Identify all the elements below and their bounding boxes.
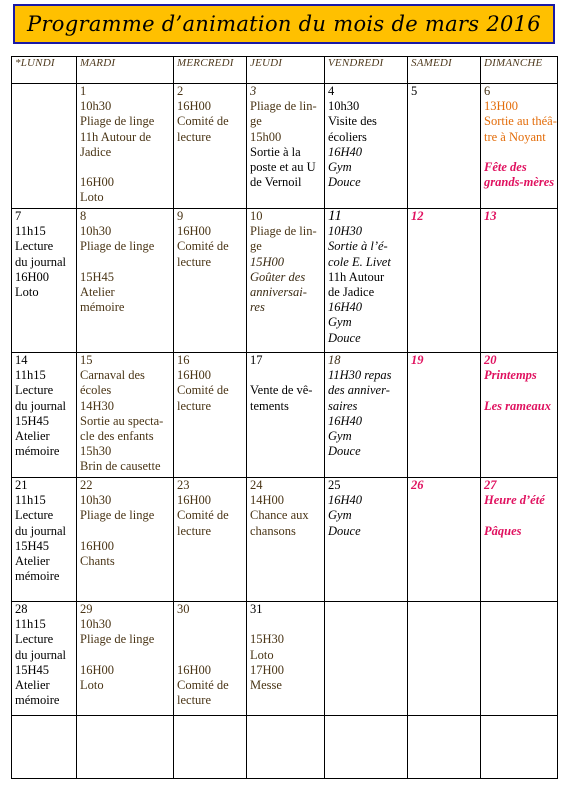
event-line: 16H00: [177, 224, 212, 239]
spacer: [80, 160, 171, 175]
event-line: 16H00: [80, 538, 115, 553]
event-line: 17H00: [250, 662, 285, 677]
event-line: 16H00: [177, 493, 212, 508]
event-line: mémoire: [15, 569, 60, 584]
spacer: [177, 632, 244, 647]
event-line: poste et au U: [250, 160, 316, 175]
event-line: mémoire: [15, 693, 60, 708]
spacer: [80, 524, 171, 539]
event-line: tements: [250, 398, 289, 413]
day-number: 26: [411, 478, 424, 492]
event-line: Vente de vê-: [250, 383, 313, 398]
day-number: 4: [328, 84, 335, 98]
event-line: Lecture: [15, 383, 54, 398]
spacer: [484, 508, 555, 523]
event-line: 14H30: [80, 398, 115, 413]
title-banner: [13, 4, 555, 44]
day-number: 6: [484, 84, 491, 98]
day-cell: [325, 84, 408, 209]
week-row: [12, 716, 558, 779]
day-cell: [325, 209, 408, 353]
day-cell: [247, 716, 325, 779]
event-line: 16H00: [80, 175, 115, 190]
event-line: Douce: [328, 523, 361, 538]
day-number: 7: [15, 209, 22, 223]
spacer: [484, 145, 555, 160]
day-number: 18: [328, 353, 341, 367]
day-number: 28: [15, 602, 28, 616]
event-line: du journal: [15, 647, 67, 662]
day-number: 3: [250, 84, 257, 98]
event-line: 15h00: [250, 129, 282, 144]
event-line: 15H30: [250, 632, 285, 647]
day-header: SAMEDI: [408, 57, 481, 84]
event-line: Pliage de linge: [80, 239, 155, 254]
event-line: res: [250, 300, 265, 315]
event-line: Atelier: [15, 678, 50, 693]
event-line: lecture: [177, 523, 212, 538]
event-line: Loto: [80, 190, 104, 205]
event-line: 15H45: [15, 538, 50, 553]
day-number: 13: [484, 209, 497, 223]
event-line: tre à Noyant: [484, 129, 546, 144]
event-line: 11h Autour de: [80, 129, 152, 144]
calendar-table: [11, 56, 558, 779]
day-cell: [174, 209, 247, 353]
event-line: Gym: [328, 508, 352, 523]
event-line: écoliers: [328, 129, 367, 144]
event-line: du journal: [15, 254, 67, 269]
day-header: DIMANCHE: [481, 57, 558, 84]
day-cell: [247, 602, 325, 716]
event-line: 11H30 repas: [328, 368, 392, 383]
event-line: 11h15: [15, 368, 46, 383]
event-line: 15H45: [80, 269, 115, 284]
day-cell: [481, 353, 558, 478]
day-cell: [325, 478, 408, 602]
day-cell: [12, 478, 77, 602]
event-line: Atelier: [15, 554, 50, 569]
event-line: lecture: [177, 398, 212, 413]
day-header: VENDREDI: [325, 57, 408, 84]
event-line: Pliage de lin-: [250, 224, 317, 239]
event-line: Douce: [328, 330, 361, 345]
spacer: [250, 368, 322, 383]
event-line: du journal: [15, 523, 67, 538]
day-number: 5: [411, 84, 418, 98]
event-line: Messe: [250, 678, 282, 692]
event-line: Visite des: [328, 114, 377, 129]
event-line: 16H40: [328, 300, 363, 315]
day-cell: [174, 353, 247, 478]
event-line: Chance aux: [250, 508, 309, 523]
event-line: lecture: [177, 129, 212, 144]
day-cell: [77, 602, 174, 716]
event-line: Fête des: [484, 160, 527, 174]
event-line: Sortie à la: [250, 144, 301, 159]
event-line: 10h30: [80, 493, 112, 508]
spacer: [484, 383, 555, 398]
day-header: *LUNDI: [12, 57, 77, 84]
event-line: Pliage de linge: [80, 632, 155, 647]
day-cell: [408, 602, 481, 716]
day-cell: [77, 353, 174, 478]
day-header: MERCREDI: [174, 57, 247, 84]
event-line: Chants: [80, 554, 115, 568]
event-line: mémoire: [15, 444, 60, 459]
event-line: 16H40: [328, 144, 363, 159]
event-line: Comité de: [177, 114, 229, 129]
day-cell: [77, 716, 174, 779]
event-line: Pliage de linge: [80, 114, 155, 129]
day-number: 8: [80, 209, 87, 223]
event-line: Gym: [328, 315, 352, 330]
spacer: [80, 255, 171, 270]
event-line: 15h30: [80, 444, 112, 459]
event-line: 16H00: [177, 99, 212, 114]
week-row: [12, 84, 558, 209]
day-cell: [481, 716, 558, 779]
event-line: cole E. Livet: [328, 254, 391, 269]
event-line: Lecture: [15, 632, 54, 647]
day-number: 12: [411, 209, 424, 223]
event-line: Douce: [328, 444, 361, 459]
event-line: Pâques: [484, 523, 522, 538]
page-title: Programme d’animation du mois de mars 2016: [27, 12, 541, 36]
event-line: 10H30: [328, 224, 363, 239]
event-line: saires: [328, 398, 358, 413]
event-line: 11h15: [15, 617, 46, 632]
week-row: [12, 353, 558, 478]
week-row: [12, 478, 558, 602]
day-number: 31: [250, 602, 263, 616]
day-cell: [325, 716, 408, 779]
day-number: 15: [80, 353, 93, 367]
day-cell: [12, 602, 77, 716]
day-number: 10: [250, 209, 263, 223]
day-number: 29: [80, 602, 93, 616]
event-line: ge: [250, 239, 262, 254]
day-cell: [481, 209, 558, 353]
day-cell: [12, 209, 77, 353]
event-line: grands-mères: [484, 175, 555, 190]
event-line: Printemps: [484, 368, 537, 383]
event-line: du journal: [15, 398, 67, 413]
spacer: [177, 648, 244, 663]
event-line: 15H00: [250, 254, 285, 269]
day-cell: [408, 478, 481, 602]
day-cell: [247, 84, 325, 209]
day-cell: [481, 602, 558, 716]
day-number: 2: [177, 84, 184, 98]
day-number: 23: [177, 478, 190, 492]
event-line: Lecture: [15, 508, 54, 523]
day-cell: [325, 602, 408, 716]
event-line: 10h30: [328, 99, 360, 114]
event-line: Loto: [250, 647, 274, 662]
day-number: 11: [328, 208, 342, 224]
day-number: 17: [250, 353, 263, 367]
event-line: Loto: [80, 678, 104, 692]
event-line: 16H00: [80, 662, 115, 677]
day-number: 30: [177, 602, 190, 616]
day-cell: [174, 84, 247, 209]
event-line: Les rameaux: [484, 398, 552, 413]
event-line: Sortie au specta-: [80, 413, 164, 428]
day-cell: [174, 478, 247, 602]
event-line: 16H40: [328, 493, 363, 508]
day-cell: [481, 478, 558, 602]
event-line: chansons: [250, 523, 296, 538]
day-cell: [247, 353, 325, 478]
day-number: 1: [80, 84, 87, 98]
day-cell: [174, 716, 247, 779]
day-cell: [174, 602, 247, 716]
event-line: 14H00: [250, 493, 285, 508]
event-line: Brin de causette: [80, 459, 161, 474]
day-number: 22: [80, 478, 93, 492]
event-line: Comité de: [177, 677, 229, 692]
event-line: Pliage de lin-: [250, 99, 317, 114]
event-line: de Vernoil: [250, 175, 302, 190]
event-line: Heure d’été: [484, 493, 545, 508]
event-line: ge: [250, 114, 262, 129]
event-line: 16H00: [15, 269, 50, 284]
event-line: Goûter des: [250, 269, 306, 284]
event-line: Lecture: [15, 239, 54, 254]
event-line: Atelier: [80, 285, 115, 299]
day-cell: [408, 84, 481, 209]
day-number: 20: [484, 353, 497, 367]
event-line: Gym: [328, 160, 352, 175]
day-number: 19: [411, 353, 424, 367]
event-line: 11h15: [15, 493, 46, 508]
spacer: [177, 617, 244, 632]
event-line: anniversai-: [250, 285, 307, 300]
event-line: 15H45: [15, 662, 50, 677]
event-line: lecture: [177, 693, 212, 708]
day-cell: [408, 353, 481, 478]
week-row: [12, 209, 558, 353]
event-line: 16H40: [328, 413, 363, 428]
day-cell: [325, 353, 408, 478]
day-cell: [408, 209, 481, 353]
event-line: Pliage de linge: [80, 508, 155, 523]
day-number: 25: [328, 478, 341, 492]
event-line: cle des enfants: [80, 429, 154, 444]
week-row: [12, 602, 558, 716]
day-number: 27: [484, 478, 497, 492]
event-line: Loto: [15, 285, 39, 300]
day-cell: [77, 84, 174, 209]
spacer: [250, 617, 322, 632]
day-header: MARDI: [77, 57, 174, 84]
event-line: Sortie au théâ-: [484, 114, 557, 129]
event-line: 13H00: [484, 99, 519, 114]
event-line: Carnaval des: [80, 368, 145, 383]
day-header: JEUDI: [247, 57, 325, 84]
day-cell: [481, 84, 558, 209]
event-line: Comité de: [177, 383, 229, 398]
event-line: 10h30: [80, 224, 112, 239]
event-line: 11h Autour: [328, 269, 385, 284]
event-line: écoles: [80, 383, 112, 398]
day-cell: [12, 84, 77, 209]
event-line: 11h15: [15, 224, 46, 239]
day-number: 24: [250, 478, 263, 492]
event-line: Gym: [328, 429, 352, 444]
event-line: des anniver-: [328, 383, 390, 398]
event-line: 16H00: [177, 368, 212, 383]
day-number: 14: [15, 353, 28, 367]
day-cell: [77, 209, 174, 353]
event-line: Sortie à l’é-: [328, 239, 388, 254]
day-cell: [12, 716, 77, 779]
event-line: 15H45: [15, 413, 50, 428]
day-cell: [408, 716, 481, 779]
event-line: Jadice: [80, 144, 112, 159]
event-line: 10h30: [80, 99, 112, 114]
day-number: 21: [15, 478, 28, 492]
day-cell: [247, 478, 325, 602]
event-line: mémoire: [80, 300, 125, 315]
header-row: [12, 57, 558, 84]
event-line: Comité de: [177, 239, 229, 254]
spacer: [80, 648, 171, 663]
day-cell: [247, 209, 325, 353]
event-line: Douce: [328, 175, 361, 190]
day-cell: [77, 478, 174, 602]
day-cell: [12, 353, 77, 478]
event-line: de Jadice: [328, 285, 375, 300]
event-line: lecture: [177, 254, 212, 269]
day-number: 9: [177, 209, 184, 223]
event-line: 10h30: [80, 617, 112, 632]
day-number: 16: [177, 353, 190, 367]
event-line: Atelier: [15, 429, 50, 444]
event-line: Comité de: [177, 508, 229, 523]
event-line: 16H00: [177, 662, 212, 677]
